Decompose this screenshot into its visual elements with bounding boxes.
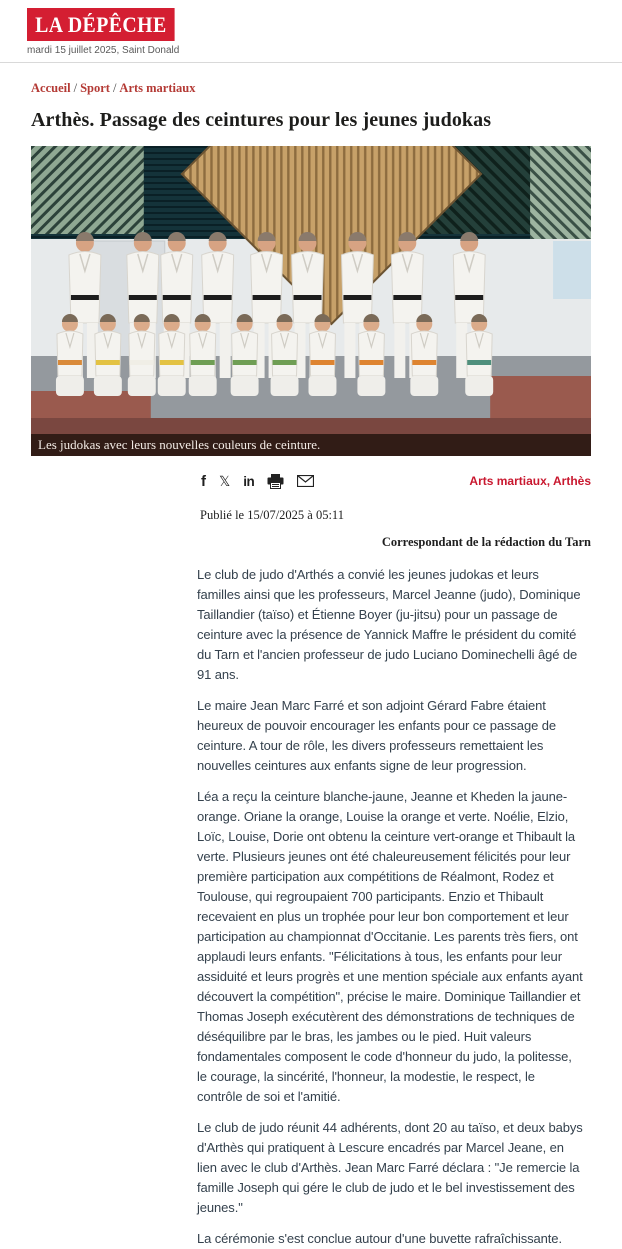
article-photo (31, 146, 591, 456)
article-page (0, 81, 622, 1249)
breadcrumb-accueil[interactable]: Accueil (31, 81, 71, 95)
linkedin-icon: in (243, 473, 255, 489)
share-print-button[interactable] (267, 473, 284, 489)
breadcrumb (31, 81, 591, 96)
breadcrumb-separator: / (112, 81, 117, 95)
date-line: mardi 15 juillet 2025, Saint Donald (27, 45, 180, 56)
article-meta-row (31, 473, 591, 489)
author-byline: Correspondant de la rédaction du Tarn (381, 535, 591, 549)
breadcrumb-arts-martiaux[interactable]: Arts martiaux (119, 81, 196, 95)
ladepeche-logo[interactable] (27, 8, 175, 41)
share-linkedin-button[interactable] (243, 473, 254, 489)
email-icon (297, 475, 314, 487)
share-bar (201, 473, 314, 489)
article-paragraph: La cérémonie s'est conclue autour d'une buvette rafraîchissante. (197, 1231, 562, 1246)
x-icon: 𝕏 (219, 472, 231, 489)
article-body (197, 565, 583, 1249)
breadcrumb-separator: / (73, 81, 78, 95)
photo-illustration (31, 146, 591, 456)
article-paragraph: Le maire Jean Marc Farré et son adjoint Gérard Fabre étaient heureux de pouvoir encourager les enfants pour ce passage de ceinture. A tour de rôle, les divers professeurs remettaient les nouvelles ceintures aux enfants signe de leur progression. (197, 698, 556, 773)
site-header (0, 0, 622, 54)
facebook-icon: f (201, 472, 206, 490)
share-email-button[interactable] (297, 473, 314, 489)
print-icon (267, 474, 284, 489)
article-tags-link[interactable]: Arts martiaux, Arthès (469, 474, 591, 488)
breadcrumb-sport[interactable]: Sport (80, 81, 110, 95)
header-divider (0, 62, 622, 63)
share-facebook-button[interactable] (201, 473, 206, 489)
article-paragraph: Le club de judo d'Arthés a convié les jeunes judokas et leurs familles ainsi que les professeurs, Marcel Jeanne (judo), Dominique Taillandier (taïso) et Étienne Boyer (ju-jitsu) pour un passage de ceinture avec la présence de Yannick Maffre le président du comité du Tarn et l'ancien professeur de judo Luciano Dominechelli âgé de 91 ans. (197, 567, 581, 682)
published-date: Publié le 15/07/2025 à 05:11 (200, 508, 344, 522)
logo-text: LA DÉPÊCHE (35, 12, 167, 37)
article-title: Arthès. Passage des ceintures pour les jeunes judokas (31, 109, 492, 131)
article-paragraph: Léa a reçu la ceinture blanche-jaune, Jeanne et Kheden la jaune-orange. Oriane la orange, Louise la orange et verte. Noélie, Elzio, Loïc, Louise, Dorie ont obtenu la ceinture vert-orange et Thibault la verte. Plusieurs jeunes ont été chaleureusement félicités pour leur première participation aux compétitions de Réalmont, Rodez et Toulouse, qui regroupaient 700 participants. Enzio et Thibault recevaient en plus un trophée pour leur bon comportement et leur participation au championnat d'Occitanie. Les parents très fiers, ont applaudi leurs enfants. "Félicitations à tous, les enfants pour leur assiduité et leurs progrès et une mention spéciale aux enfants ayant découvert la compétition", précise le maire. Dominique Taillandier et Thomas Joseph exécutèrent des démonstrations de techniques de déséquilibre par le bras, les jambes ou le pied. Huit valeurs fondamentales composent le code d'honneur du judo, la politesse, le courage, la sincérité, l'honneur, la modestie, le respect, le contrôle de soi et l'amitié. (197, 789, 583, 1104)
article-paragraph: Le club de judo réunit 44 adhérents, dont 20 au taïso, et deux babys d'Arthès qui pratiquent à Lescure encadrés par Marcel Jeane, en lien avec le club d'Arthès. Jean Marc Farré déclara : "Je remercie la famille Joseph qui gére le club de judo et le bel investissement des jeunes." (197, 1120, 583, 1215)
photo-caption: Les judokas avec leurs nouvelles couleurs de ceinture. (31, 434, 591, 456)
share-x-button[interactable] (219, 473, 230, 489)
